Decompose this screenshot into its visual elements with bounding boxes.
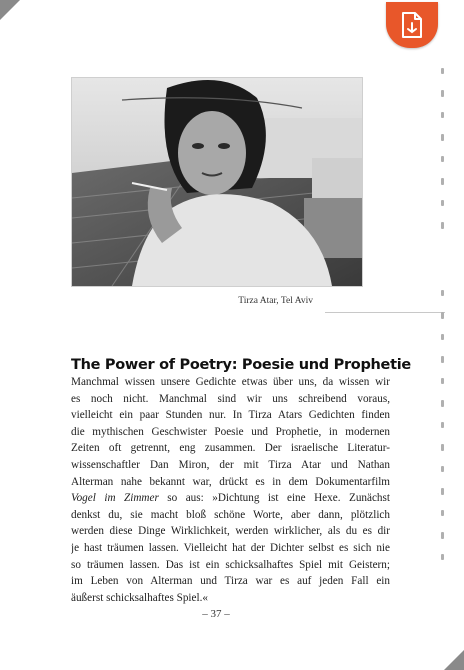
body-paragraph <box>71 374 390 606</box>
text-line: es noch nicht. Manchmal sind wir uns schreibend voraus, <box>71 392 390 405</box>
text-line: wissenschaftler Dan Miron, der mit Tirza Atar und Nathan <box>71 458 390 471</box>
page-thumbnail-strip <box>438 60 452 580</box>
text-line: die mythischen Geschwister Poesie und Prophetie, in modernen <box>71 425 390 438</box>
text-line-film-title <box>71 490 390 507</box>
photo-caption: Tirza Atar, Tel Aviv <box>238 296 313 306</box>
text-line: je hast träumen lassen. Vielleicht hat der Dichter selbst es sich nie <box>71 541 390 554</box>
text-line: so träumen lassen. Das ist ein schicksalhaftes Spiel mit Geistern; <box>71 558 390 571</box>
text-line: Manchmal wissen unsere Gedichte etwas über uns, da wissen wir <box>71 376 390 388</box>
text-line: werden diese Dinge Wirklichkeit, werden wirklicher, als du es dir <box>71 525 390 538</box>
text-line: im Leben von Alterman und Tirza war es auf jeden Fall ein <box>71 575 390 588</box>
page-corner-top-left <box>0 0 20 20</box>
text-line: Zeiten oft getrennt, eng zusammen. Der israelische Literatur- <box>71 442 390 455</box>
film-title: Vogel im Zimmer <box>71 492 159 505</box>
text-line: Alterman nahe bekannt war, drückt es in dem Dokumentarfilm <box>71 475 390 488</box>
section-heading: The Power of Poetry: Poesie und Prophetie <box>71 357 411 374</box>
text-fragment: so aus: »Dichtung ist eine Hexe. Zunächst <box>158 492 390 505</box>
text-line: äußerst schicksalhaftes Spiel.« <box>71 591 209 604</box>
portrait-photo <box>71 77 363 287</box>
pdf-document-icon <box>399 11 425 39</box>
page-number: – 37 – <box>202 608 230 620</box>
pdf-button[interactable] <box>386 2 438 48</box>
page-corner-bottom-right <box>444 650 464 670</box>
caption-divider <box>325 312 445 313</box>
text-line: denkst du, sie macht bloß schöne Worte, aber dann, plötzlich <box>71 508 390 521</box>
text-line: vielleicht ein paar Stunden nur. In Tirza Atars Gedichten finden <box>71 409 390 422</box>
